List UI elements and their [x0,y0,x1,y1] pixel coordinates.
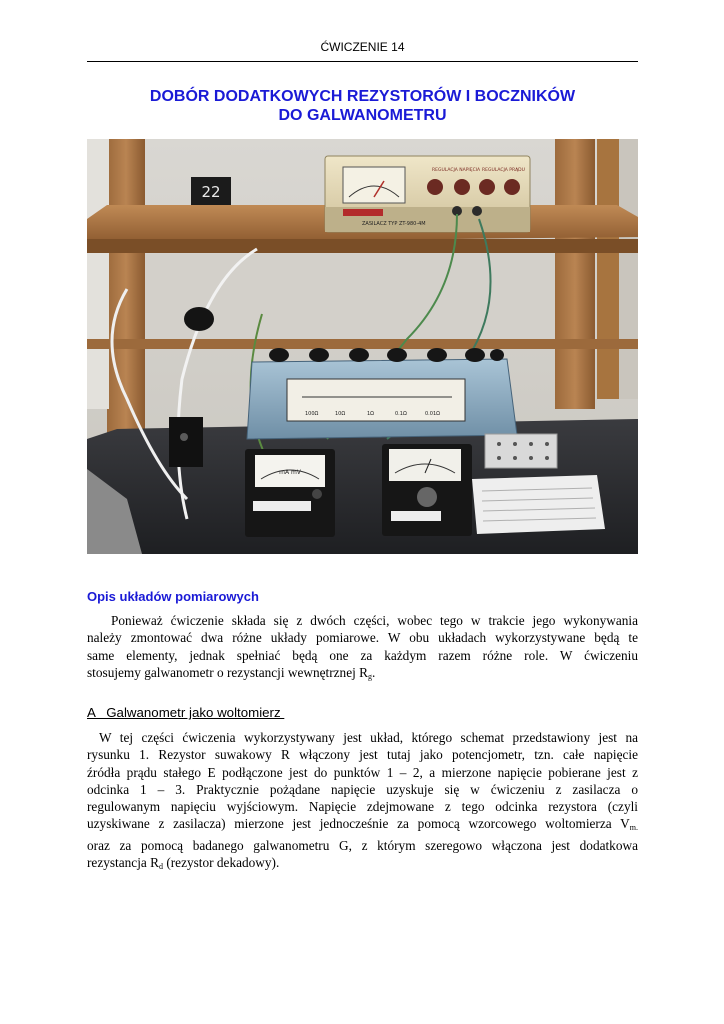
paragraph-1 [87,612,638,685]
subsection-heading: A Galwanometr jako woltomierz [87,705,285,720]
paragraph-2-line: W tej części ćwiczenia wykorzystywany jest układ, którego schemat przedstawiony jest na [99,730,638,745]
subscript-d: d [159,862,163,872]
paragraph-2-line: rysunku 1. Rezystor suwakowy R włączony jest tutaj jako potencjometr, tzn. całe napięcie [87,747,638,763]
station-number-label: 22 [201,183,221,201]
subscript-m: m. [629,823,638,833]
decade-value-4: 0.1Ω [395,411,407,417]
paragraph-2-line: oraz za pomocą badanego galwanometru G, z którym szeregowo włączona jest dodatkowa [87,837,638,853]
section-heading: Opis układów pomiarowych [87,589,259,604]
title-line-1: DOBÓR DODATKOWYCH REZYSTORÓW I BOCZNIKÓW [149,88,576,105]
lab-photo-svg [87,139,638,554]
meter1-scale-label: mA mV [279,469,301,476]
lab-photo [87,139,638,554]
paragraph-1-line: same elementy, jednak spełniać będą one za każdym razem różne role. W ćwiczeniu [87,647,638,663]
paragraph-2-line-vm [87,815,638,836]
paragraph-2 [87,729,638,875]
page-header: ĆWICZENIE 14 [320,40,405,54]
paragraph-2-line: regulowanym napięciu wyjściowym. Napięcie zdejmowane z tego odcinka rezystora (czyli [87,799,638,815]
paragraph-2-line: odcinka 1 – 3. Praktycznie pożądane napięcie uzyskuje się w ćwiczeniu z zasilacza o [87,781,638,797]
paragraph-2-line: źródła prądu stałego E podłączone jest do punktów 1 – 2, a mierzone napięcie pobierane jest z [87,764,638,780]
header-rule [87,61,638,62]
paragraph-2-line: rezystancja R [87,855,159,871]
decade-value-3: 1Ω [367,411,375,417]
paragraph-1-line: należy zmontować dwa różne układy pomiarowe. W obu układach wykorzystywane będą te [87,630,638,646]
paragraph-2-end: (rezystor dekadowy). [163,855,280,871]
paragraph-1-end: . [372,664,376,680]
psu-knob-label-1: REGULACJA NAPIĘCIA [432,168,481,173]
subscript-g: g [368,671,372,681]
paragraph-2-last-line [87,854,638,875]
decade-value-1: 100Ω [305,411,319,417]
paragraph-1-line: stosujemy galwanometr o rezystancji wewnętrznej R [87,664,368,680]
psu-knob-label-2: REGULACJA PRĄDU [482,168,525,173]
psu-label: ZASILACZ TYP ZT-980-4M [362,221,426,227]
page-title [87,87,638,125]
paragraph-1-last-line [87,664,638,685]
paragraph-1-line: Ponieważ ćwiczenie składa się z dwóch części, wobec tego w trakcie jego wykonywania [111,613,638,628]
decade-value-2: 10Ω [335,411,346,417]
title-line-2: DO GALWANOMETRU [278,107,447,124]
decade-value-5: 0.01Ω [425,411,440,417]
paragraph-2-line: uzyskiwane z zasilacza) mierzone jest jednocześnie za pomocą wzorcowego woltomierza V [87,816,630,832]
